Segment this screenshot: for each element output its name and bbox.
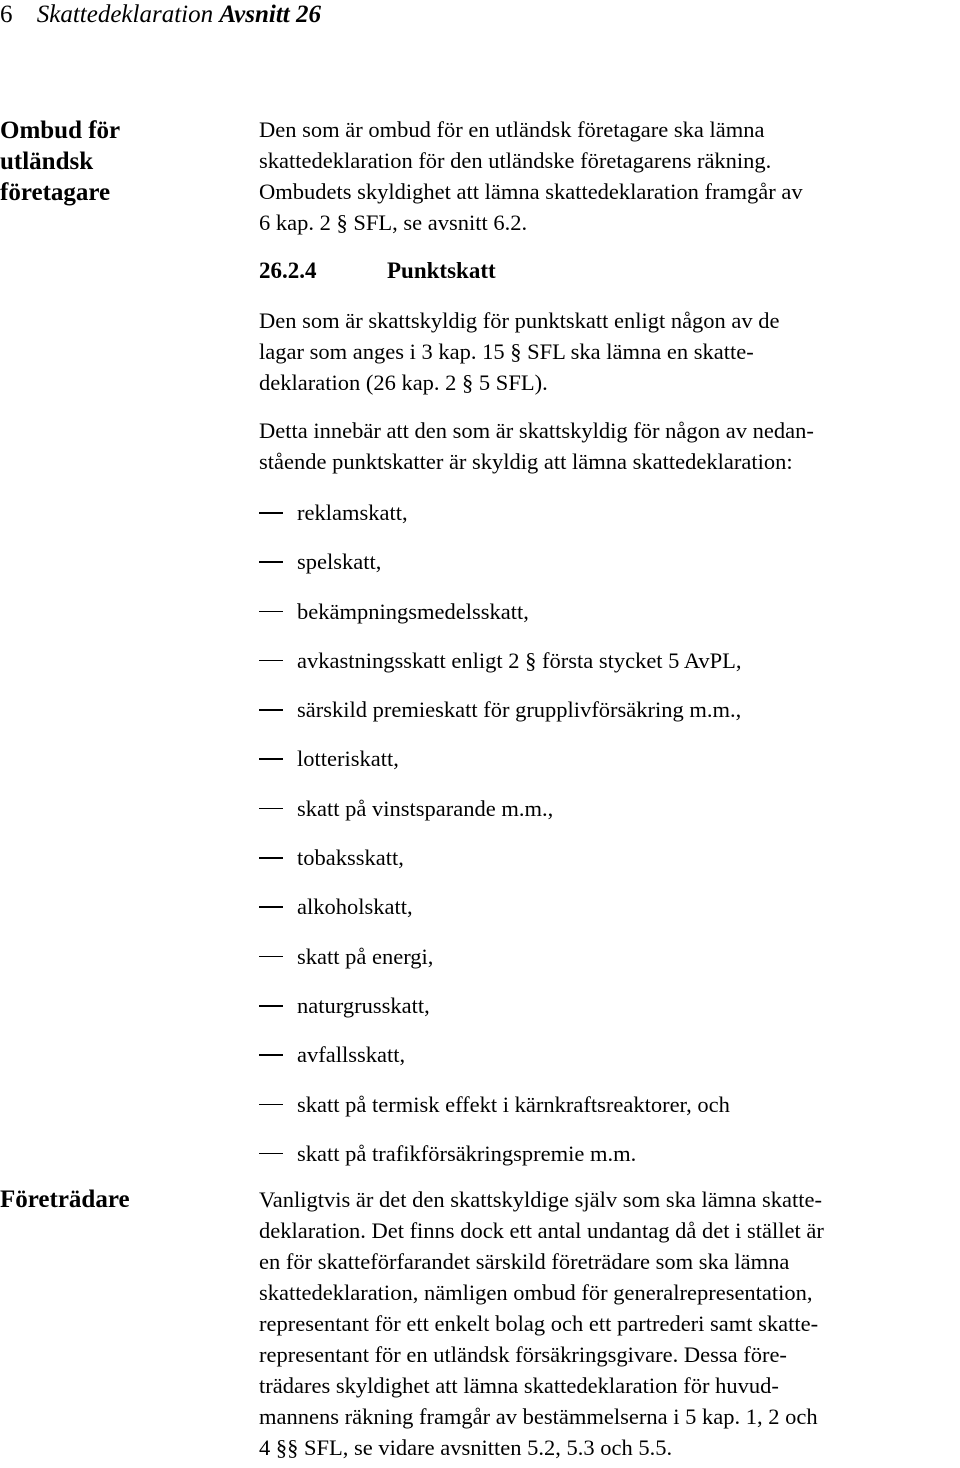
section-number: Avsnitt 26 <box>219 1 321 28</box>
list-item-text: bekämpningsmedelsskatt, <box>297 598 529 624</box>
margin-heading-foretradare: Företrädare <box>0 1186 130 1213</box>
list-item <box>259 597 956 646</box>
list-item-text: särskild premieskatt för grupplivförsäkring m.m., <box>297 697 742 723</box>
paragraph-line: Detta innebär att den som är skattskyldig för någon av nedan- <box>259 418 814 443</box>
list-item-text: skatt på vinstsparande m.m., <box>297 795 554 821</box>
list-item-text: avfallsskatt, <box>297 1042 406 1068</box>
paragraph-line: stående punktskatter är skyldig att lämna skattedeklaration: <box>259 449 793 474</box>
paragraph-line: trädares skyldighet att lämna skattedeklaration för huvud- <box>259 1373 779 1398</box>
list-item-text: skatt på energi, <box>297 943 434 969</box>
list-item <box>259 547 956 596</box>
list-item <box>259 1139 956 1188</box>
list-item <box>259 843 956 892</box>
list-item <box>259 892 956 941</box>
dash-bullet <box>259 660 283 662</box>
paragraph-line: Den som är skattskyldig för punktskatt enligt någon av de <box>259 308 780 333</box>
list-item-text: naturgrusskatt, <box>297 992 430 1018</box>
section-heading-title: Punktskatt <box>387 258 496 283</box>
dash-bullet <box>259 956 283 958</box>
paragraph-line: 6 kap. 2 § SFL, se avsnitt 6.2. <box>259 210 528 235</box>
list-item <box>259 744 956 793</box>
punktskatt-list <box>259 498 956 1188</box>
list-item-text: spelskatt, <box>297 549 382 575</box>
foretradare-paragraph <box>259 1184 956 1463</box>
list-item-text: avkastningsskatt enligt 2 § första stycket 5 AvPL, <box>297 647 742 673</box>
list-item <box>259 991 956 1040</box>
dash-bullet <box>259 1104 283 1106</box>
list-item <box>259 498 956 547</box>
dash-bullet <box>259 561 283 563</box>
paragraph-line: deklaration. Det finns dock ett antal undantag då det i stället är <box>259 1218 824 1243</box>
dash-bullet <box>259 1054 283 1056</box>
paragraph-line: lagar som anges i 3 kap. 15 § SFL ska lämna en skatte- <box>259 339 754 364</box>
section-heading-number: 26.2.4 <box>259 258 317 283</box>
list-item <box>259 794 956 843</box>
list-item <box>259 942 956 991</box>
list-item <box>259 646 956 695</box>
margin-heading-line: Ombud för <box>0 117 121 144</box>
dash-bullet <box>259 512 283 514</box>
punktskatt-paragraph-2 <box>259 415 956 477</box>
list-item-text: alkoholskatt, <box>297 894 413 920</box>
dash-bullet <box>259 857 283 859</box>
paragraph-line: mannens räkning framgår av bestämmelserna i 5 kap. 1, 2 och <box>259 1404 818 1429</box>
punktskatt-paragraph-1 <box>259 305 956 398</box>
margin-heading-line: utländsk <box>0 148 94 175</box>
paragraph-line: Ombudets skyldighet att lämna skattedeklaration framgår av <box>259 179 803 204</box>
dash-bullet <box>259 1153 283 1155</box>
list-item <box>259 1090 956 1139</box>
paragraph-line: representant för ett enkelt bolag och ett partrederi samt skatte- <box>259 1311 819 1336</box>
margin-heading-ombud <box>0 115 200 208</box>
ombud-paragraph <box>259 114 956 238</box>
list-item-text: skatt på termisk effekt i kärnkraftsreaktorer, och <box>297 1091 730 1117</box>
paragraph-line: skattedeklaration för den utländske företagarens räkning. <box>259 148 772 173</box>
list-item-text: tobaksskatt, <box>297 845 404 871</box>
page-number: 6 <box>0 1 13 28</box>
paragraph-line: 4 §§ SFL, se vidare avsnitten 5.2, 5.3 och 5.5. <box>259 1435 673 1460</box>
paragraph-line: representant för en utländsk försäkringsgivare. Dessa före- <box>259 1342 787 1367</box>
list-item-text: reklamskatt, <box>297 500 408 525</box>
page-header <box>0 0 321 30</box>
dash-bullet <box>259 758 283 760</box>
dash-bullet <box>259 906 283 908</box>
list-item-text: skatt på trafikförsäkringspremie m.m. <box>297 1140 637 1166</box>
dash-bullet <box>259 709 283 711</box>
section-heading-punktskatt <box>259 256 496 286</box>
paragraph-line: Vanligtvis är det den skattskyldige själv som ska lämna skatte- <box>259 1187 823 1212</box>
list-item <box>259 1040 956 1089</box>
dash-bullet <box>259 611 283 613</box>
dash-bullet <box>259 1005 283 1007</box>
list-item <box>259 695 956 744</box>
dash-bullet <box>259 808 283 810</box>
margin-heading-line: företagare <box>0 179 111 206</box>
section-label: Skattedeklaration <box>36 1 214 28</box>
paragraph-line: en för skatteförfarandet särskild företrädare som ska lämna <box>259 1249 790 1274</box>
paragraph-line: Den som är ombud för en utländsk företagare ska lämna <box>259 117 765 142</box>
list-item-text: lotteriskatt, <box>297 746 399 772</box>
paragraph-line: deklaration (26 kap. 2 § 5 SFL). <box>259 370 548 395</box>
paragraph-line: skattedeklaration, nämligen ombud för generalrepresentation, <box>259 1280 813 1305</box>
